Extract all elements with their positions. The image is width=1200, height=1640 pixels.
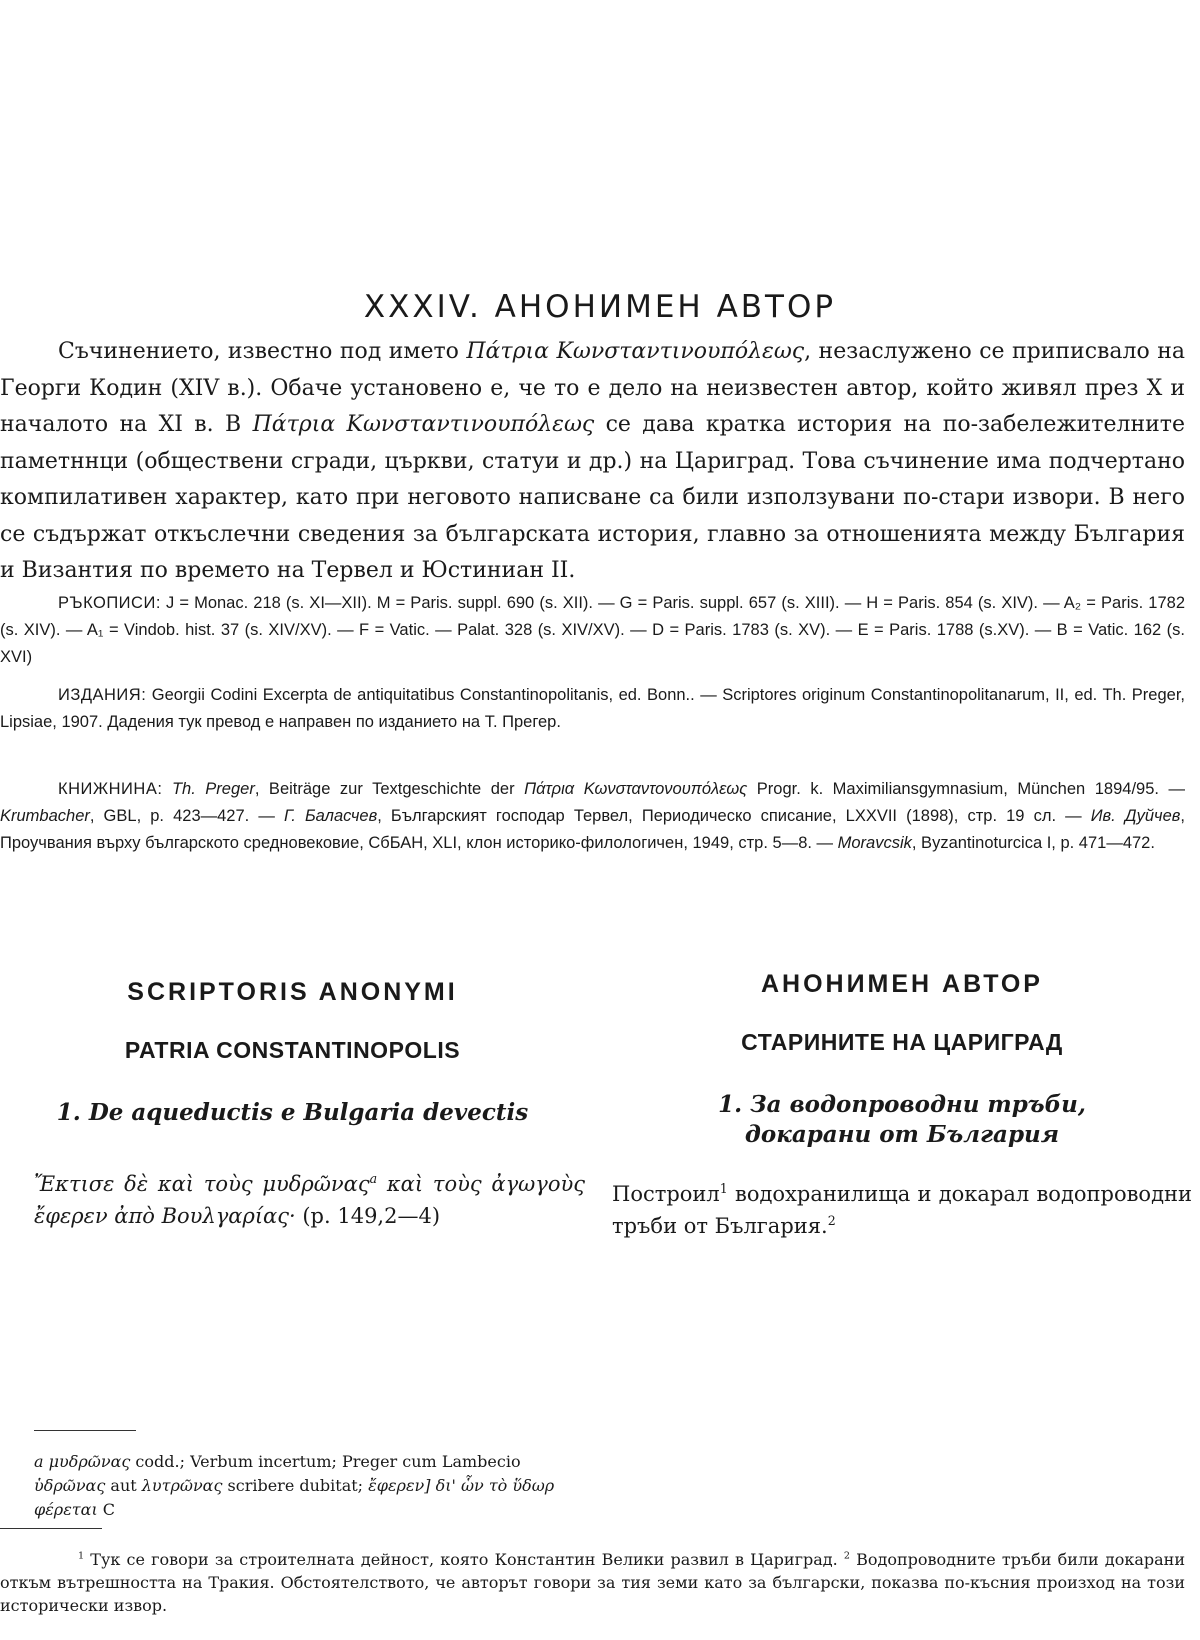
greek-word: μυδρῶνας [48, 1452, 131, 1471]
footnote-text: Водопроводните тръби били докарани откъм вътрешността на Тракия. Обстоятелството, че авторът говори за тия земи като за български, показва по-късния произход на този исторически извор. [0, 1550, 1185, 1615]
apparatus-text: codd.; Verbum incertum; Preger cum Lambecio [130, 1452, 521, 1471]
footnote-separator [34, 1430, 136, 1431]
intro-greek-title: Πάτρια Κωνσταντινουπόλεως [466, 339, 805, 364]
latin-section-heading: 1. De aqueductis e Bulgaria devectis [56, 1099, 529, 1126]
editions-paragraph [0, 682, 1185, 736]
manuscripts-label: РЪКОПИСИ: [58, 594, 161, 612]
author-name: Ив. Дуйчев [1090, 807, 1181, 825]
page-reference: (p. 149,2—4) [295, 1204, 441, 1228]
intro-text: Съчинението, известно под името [58, 339, 467, 364]
greek-title: Πάτρια Κωνσταντονουπόλεως [524, 780, 748, 798]
manuscripts-text: J = Monac. 218 (s. XI—XII). M = Paris. suppl. 690 (s. XII). — G = Paris. suppl. 657 (s. XIII). — H = Paris. 854 (s. XIV). — A₂ = Paris. 1782 (s. XIV). — A₁ = Vindob. hist. 37 (s. XIV/XV). — F = Vatic. — Palat. 328 (s. XIV/XV). — D = Paris. 1783 (s. XV). — E = Paris. 1788 (s.XV). — B = Vatic. 162 (s. XVI) [0, 594, 1185, 666]
bibliography-label: КНИЖНИНА: [58, 780, 163, 798]
greek-text: Ἔκτισε δὲ καὶ τοὺς μυδρῶνας [34, 1172, 370, 1196]
latin-subtitle: PATRIA CONSTANTINOPOLIS [124, 1037, 461, 1063]
bulgarian-section-heading: 1. За водопроводни тръби, докарани от България [718, 1091, 1086, 1148]
footnotes [0, 1548, 1185, 1617]
editions-text: Georgii Codini Excerpta de antiquitatibus Constantinopolitanis, ed. Bonn.. — Scriptores originum Constantinopolitanarum, II, ed. Th. Preger, Lipsiae, 1907. Дадения тук превод е направен по изданието на Т. Прегер. [0, 686, 1185, 731]
translation-text: Построил [612, 1182, 720, 1206]
intro-text: се дава кратка история на по-забележителните паметннци (обществени сгради, църкви, статуи и др.) на Цариград. Това съчинение има подчертано компилативен характер, като при неговото написване са били използувани по-стари извори. В него се съдържат откъслечни сведения за българската история, главно за отношенията между България и Византия по времето на Тервел и Юстиниан II. [0, 412, 1185, 583]
critical-note-marker: a [34, 1452, 44, 1471]
bibliography-paragraph [0, 776, 1185, 857]
apparatus-text: C [97, 1500, 116, 1519]
critical-apparatus [34, 1450, 586, 1522]
footnote-marker: 2 [827, 1213, 836, 1228]
footnote-separator [0, 1528, 102, 1529]
author-name: Krumbacher [0, 807, 90, 825]
chapter-title: XXXIV. АНОНИМЕН АВТОР [363, 288, 837, 325]
translation-text: водохранилища и докарал водопроводни тръби от България. [612, 1182, 1192, 1238]
manuscripts-paragraph [0, 590, 1185, 671]
footnote-number: 2 [843, 1550, 850, 1562]
latin-greek-column [0, 978, 585, 1232]
intro-text: , незаслужено се приписвало на Георги Кодин (XIV в.). Обаче установено е, че то е дело на неизвестен автор, който живял през X и началото на XI в. В [0, 339, 1185, 437]
bibliography-text: , Byzantinoturcica I, p. 471—472. [911, 834, 1155, 852]
intro-greek-title: Πάτρια Κωνσταντινουπόλεως [252, 412, 595, 437]
bibliography-text: , Проучвания върху българското средновековие, СбБАН, XLI, клон историко-филологичен, 1949, стр. 5—8. — [0, 807, 1185, 852]
bibliography-text: Progr. k. Maximiliansgymnasium, München 1894/95. — [747, 780, 1185, 798]
greek-word: ἔφερεν] δι' ὧν τὸ ὕδωρ φέρεται [34, 1476, 555, 1519]
editions-label: ИЗДАНИЯ: [58, 686, 147, 704]
critical-note-marker: a [369, 1171, 378, 1186]
greek-text: καὶ τοὺς ἀγωγοὺς ἔφερεν ἀπὸ Βουλγαρίας· [34, 1172, 585, 1228]
footnote-text: Тук се говори за строителната дейност, която Константин Велики развил в Цариград. [84, 1550, 844, 1569]
bibliography-text: , GBL, p. 423—427. — [89, 807, 284, 825]
bulgarian-subtitle: СТАРИНИТЕ НА ЦАРИГРАД [741, 1029, 1063, 1055]
footnote-marker: 1 [719, 1181, 728, 1196]
bulgarian-title: АНОНИМЕН АВТОР [760, 970, 1043, 998]
bibliography-text: , Българският господар Тервел, Периодическо списание, LXXVII (1898), стр. 19 сл. — [377, 807, 1091, 825]
author-name: Г. Баласчев [283, 807, 378, 825]
bibliography-text: , Beiträge zur Textgeschichte der [254, 780, 525, 798]
apparatus-text: scribere dubitat; [222, 1476, 369, 1495]
bulgarian-passage [612, 1178, 1192, 1242]
bulgarian-column [612, 970, 1192, 1242]
latin-title: SCRIPTORIS ANONYMI [127, 978, 458, 1006]
greek-passage [0, 1168, 585, 1232]
greek-word: ὑδρῶνας [34, 1476, 106, 1495]
intro-paragraph [0, 334, 1185, 590]
author-name: Th. Preger [171, 780, 255, 798]
apparatus-text: aut [105, 1476, 142, 1495]
footnote-number: 1 [78, 1550, 85, 1562]
author-name: Moravcsik [837, 834, 912, 852]
greek-word: λυτρῶνας [141, 1476, 223, 1495]
